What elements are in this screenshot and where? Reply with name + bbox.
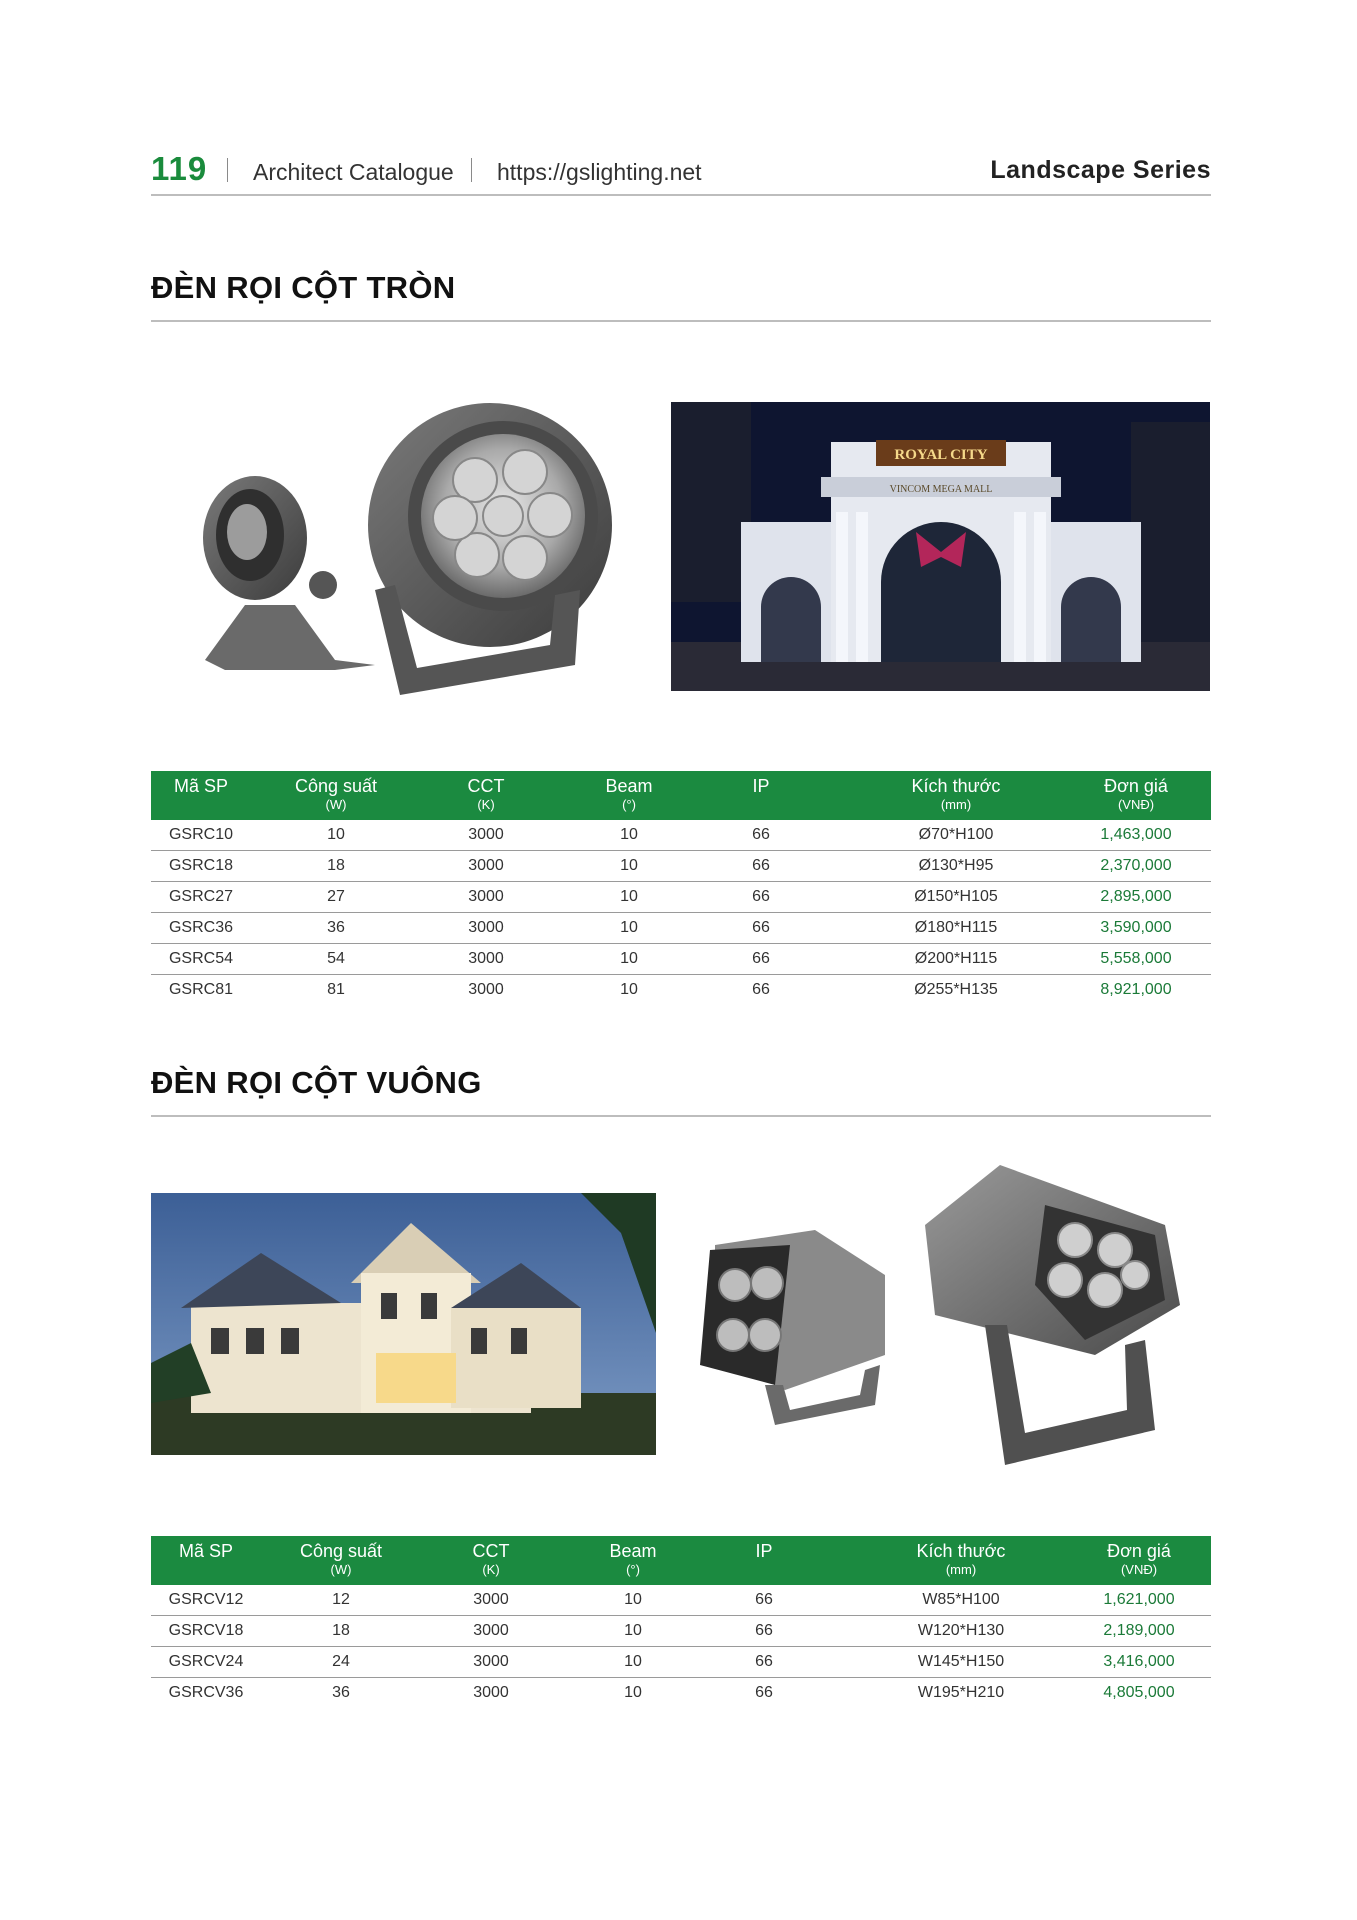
cell-beam: 10 [624,1622,642,1639]
cell-power: 12 [332,1591,350,1608]
header-divider [471,158,472,182]
table-row [151,1585,1211,1616]
col-header-power: Công suất (W) [299,1541,383,1577]
table-row [151,851,1211,882]
cell-ip: 66 [752,950,770,967]
round-spotlight-product-image [185,390,620,705]
page-header [151,150,1211,194]
cell-cct: 3000 [468,857,504,874]
cell-ip: 66 [755,1684,773,1701]
col-header-code: Mã SP [173,776,229,796]
cell-power: 18 [332,1622,350,1639]
cell-power: 10 [327,826,345,843]
col-header-price: Đơn giá (VNĐ) [1107,1541,1171,1577]
table-header [151,1536,1211,1585]
cell-size: Ø200*H115 [914,950,998,967]
vincom-sign: VINCOM MEGA MALL [889,484,993,495]
cell-ip: 66 [755,1653,773,1670]
cell-size: W120*H130 [917,1622,1005,1639]
cell-code: GSRC81 [168,981,234,998]
table-row [151,913,1211,944]
page-number: 119 [151,150,208,187]
cell-code: GSRCV36 [168,1684,244,1701]
cell-code: GSRC27 [168,888,234,905]
cell-ip: 66 [755,1622,773,1639]
col-header-ip: IP [755,1541,773,1561]
cell-size: W195*H210 [917,1684,1005,1701]
round-spotlight-table [151,771,1211,1005]
cell-price: 2,895,000 [1100,888,1172,905]
col-header-size: Kích thước (mm) [916,1541,1006,1577]
cell-code: GSRCV18 [168,1622,244,1639]
royal-city-sign: ROYAL CITY [894,447,988,463]
cell-beam: 10 [624,1684,642,1701]
cell-power: 24 [332,1653,350,1670]
cell-code: GSRCV24 [168,1653,244,1670]
cell-cct: 3000 [473,1684,509,1701]
cell-cct: 3000 [473,1653,509,1670]
cell-power: 36 [332,1684,350,1701]
cell-ip: 66 [752,826,770,843]
cell-code: GSRC54 [168,950,234,967]
cell-ip: 66 [752,919,770,936]
col-header-cct: CCT (K) [472,1541,510,1577]
cell-size: Ø130*H95 [918,857,994,874]
catalogue-name: Architect Catalogue [253,159,454,185]
table-row [151,1647,1211,1678]
cell-price: 1,621,000 [1103,1591,1175,1608]
cell-price: 2,370,000 [1100,857,1172,874]
cell-power: 81 [327,981,345,998]
cell-beam: 10 [620,888,638,905]
square-spotlight-product-image [695,1165,1195,1475]
square-spotlight-table [151,1536,1211,1708]
col-header-beam: Beam (°) [609,1541,657,1577]
col-header-beam: Beam (°) [605,776,653,812]
cell-code: GSRC36 [168,919,234,936]
header-rule [151,194,1211,196]
series-name: Landscape Series [990,156,1211,184]
section-title-round: ĐÈN RỌI CỘT TRÒN [151,270,456,305]
section-rule [151,1115,1211,1117]
cell-size: Ø150*H105 [914,888,998,905]
col-header-code: Mã SP [178,1541,234,1561]
table-row [151,820,1211,851]
cell-cct: 3000 [468,981,504,998]
cell-cct: 3000 [473,1591,509,1608]
table-row [151,1678,1211,1708]
cell-beam: 10 [620,950,638,967]
cell-beam: 10 [620,826,638,843]
cell-size: W85*H100 [922,1591,1000,1608]
section-title-square: ĐÈN RỌI CỘT VUÔNG [151,1065,482,1100]
cell-cct: 3000 [473,1622,509,1639]
table-row [151,1616,1211,1647]
cell-code: GSRC10 [168,826,234,843]
table-body [151,1585,1211,1708]
cell-power: 36 [327,919,345,936]
cell-price: 1,463,000 [1100,826,1172,843]
villa-photo [151,1193,656,1455]
cell-cct: 3000 [468,919,504,936]
cell-beam: 10 [620,981,638,998]
table-header [151,771,1211,820]
cell-size: Ø70*H100 [918,826,994,843]
cell-power: 54 [327,950,345,967]
cell-beam: 10 [620,857,638,874]
table-row [151,882,1211,913]
cell-size: W145*H150 [917,1653,1005,1670]
table-body [151,820,1211,1005]
cell-cct: 3000 [468,888,504,905]
table-row [151,975,1211,1005]
cell-ip: 66 [752,857,770,874]
cell-beam: 10 [620,919,638,936]
cell-cct: 3000 [468,950,504,967]
table-row [151,944,1211,975]
cell-beam: 10 [624,1653,642,1670]
section-rule [151,320,1211,322]
cell-beam: 10 [624,1591,642,1608]
col-header-cct: CCT (K) [467,776,505,812]
cell-power: 18 [327,857,345,874]
col-header-price: Đơn giá (VNĐ) [1104,776,1168,812]
cell-ip: 66 [752,888,770,905]
cell-code: GSRC18 [168,857,234,874]
col-header-size: Kích thước (mm) [911,776,1001,812]
col-header-ip: IP [752,776,770,796]
header-divider [227,158,228,182]
col-header-power: Công suất (W) [294,776,378,812]
cell-size: Ø180*H115 [914,919,998,936]
cell-price: 3,590,000 [1100,919,1172,936]
website-url[interactable]: https://gslighting.net [497,159,702,185]
cell-power: 27 [327,888,345,905]
cell-price: 2,189,000 [1103,1622,1175,1639]
cell-price: 3,416,000 [1103,1653,1175,1670]
cell-size: Ø255*H135 [914,981,998,998]
cell-ip: 66 [755,1591,773,1608]
cell-code: GSRCV12 [168,1591,244,1608]
cell-price: 5,558,000 [1100,950,1172,967]
cell-price: 8,921,000 [1100,981,1172,998]
royal-city-photo [671,402,1210,691]
cell-price: 4,805,000 [1103,1684,1175,1701]
cell-cct: 3000 [468,826,504,843]
cell-ip: 66 [752,981,770,998]
